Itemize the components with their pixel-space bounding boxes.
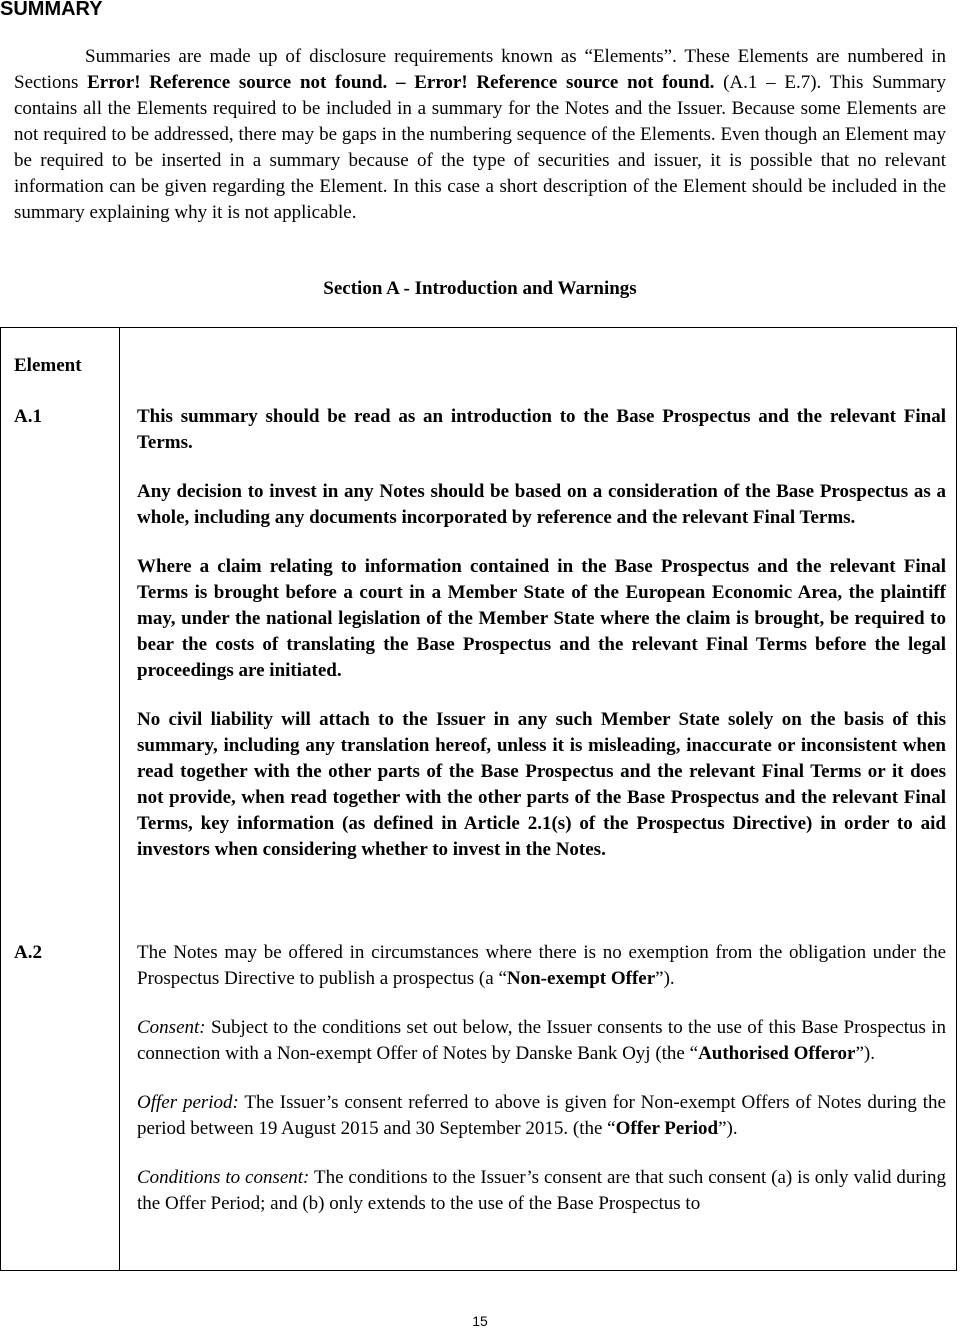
a2-consent-paragraph: Consent: Subject to the conditions set out below, the Issuer consents to the use of this Base Prospectus in connection with a Non-exempt Offer of Notes by Danske Bank Oyj (the “Authorised Offeror”). [137, 1017, 946, 1064]
element-id-a2: A.2 [14, 942, 42, 963]
reference-error-2: Error! Reference source not found. [414, 72, 715, 93]
a2-offer-period-paragraph: Offer period: The Issuer’s consent referred to above is given for Non-exempt Offers of Notes during the period between 19 August 2015 and 30 September 2015. (the “Offer Period”). [137, 1092, 946, 1139]
table-column-divider [119, 327, 120, 1271]
a2-offer-paragraph: The Notes may be offered in circumstances where there is no exemption from the obligation under the Prospectus Directive to publish a prospectus (a “Non-exempt Offer”). [137, 942, 946, 989]
a1-paragraph: Where a claim relating to information contained in the Base Prospectus and the relevant Final Terms is brought before a court in a Member State of the European Economic Area, the plaintiff may, under the national legislation of the Member State where the claim is brought, be required to bear the costs of translating the Base Prospectus and the relevant Final Terms before the legal proceedings are initiated. [137, 556, 946, 681]
element-a2-content [137, 940, 946, 1240]
a1-paragraph: This summary should be read as an introduction to the Base Prospectus and the relevant Final Terms. [137, 406, 946, 453]
offer-period-label: Offer period: [137, 1092, 239, 1113]
a1-paragraph: Any decision to invest in any Notes should be based on a consideration of the Base Prospectus as a whole, including any documents incorporated by reference and the relevant Final Terms. [137, 481, 946, 528]
element-a1-content [137, 404, 946, 886]
reference-dash: – [387, 72, 415, 93]
conditions-label: Conditions to consent: [137, 1167, 310, 1188]
page-number: 15 [472, 1313, 488, 1329]
intro-paragraph [14, 44, 946, 226]
summary-heading: SUMMARY [0, 0, 103, 20]
element-id-a1: A.1 [14, 406, 42, 427]
element-column-header: Element [14, 355, 82, 376]
intro-text-2: (A.1 – E.7). This Summary contains all the Elements required to be included in a summary for the Notes and the Issuer. Because some Elements are not required to be addressed, there may be gaps in the numbering sequence of the Elements. Even though an Element may be required to be inserted in a summary because of the type of securities and issuer, it is possible that no relevant information can be given regarding the Element. In this case a short description of the Element should be included in the summary explaining why it is not applicable. [14, 72, 946, 223]
a1-paragraph: No civil liability will attach to the Issuer in any such Member State solely on the basis of this summary, including any translation hereof, unless it is misleading, inaccurate or inconsistent when read together with the other parts of the Base Prospectus and the relevant Final Terms or it does not provide, when read together with the other parts of the Base Prospectus and the relevant Final Terms, key information (as defined in Article 2.1(s) of the Prospectus Directive) in order to aid investors when considering whether to invest in the Notes. [137, 709, 946, 860]
defined-term-offer-period: Offer Period [615, 1118, 719, 1139]
section-title: Section A - Introduction and Warnings [323, 278, 637, 299]
defined-term-authorised-offeror: Authorised Offeror [698, 1043, 856, 1064]
intro-text-1: Summaries are made up of disclosure requirements known as “Elements”. These Elements are numbered in Sections [14, 46, 946, 93]
reference-error-1: Error! Reference source not found. [87, 72, 388, 93]
defined-term-non-exempt-offer: Non-exempt Offer [506, 968, 656, 989]
consent-label: Consent: [137, 1017, 206, 1038]
a2-conditions-paragraph: Conditions to consent: The conditions to the Issuer’s consent are that such consent (a) is only valid during the Offer Period; and (b) only extends to the use of the Base Prospectus to [137, 1167, 946, 1214]
